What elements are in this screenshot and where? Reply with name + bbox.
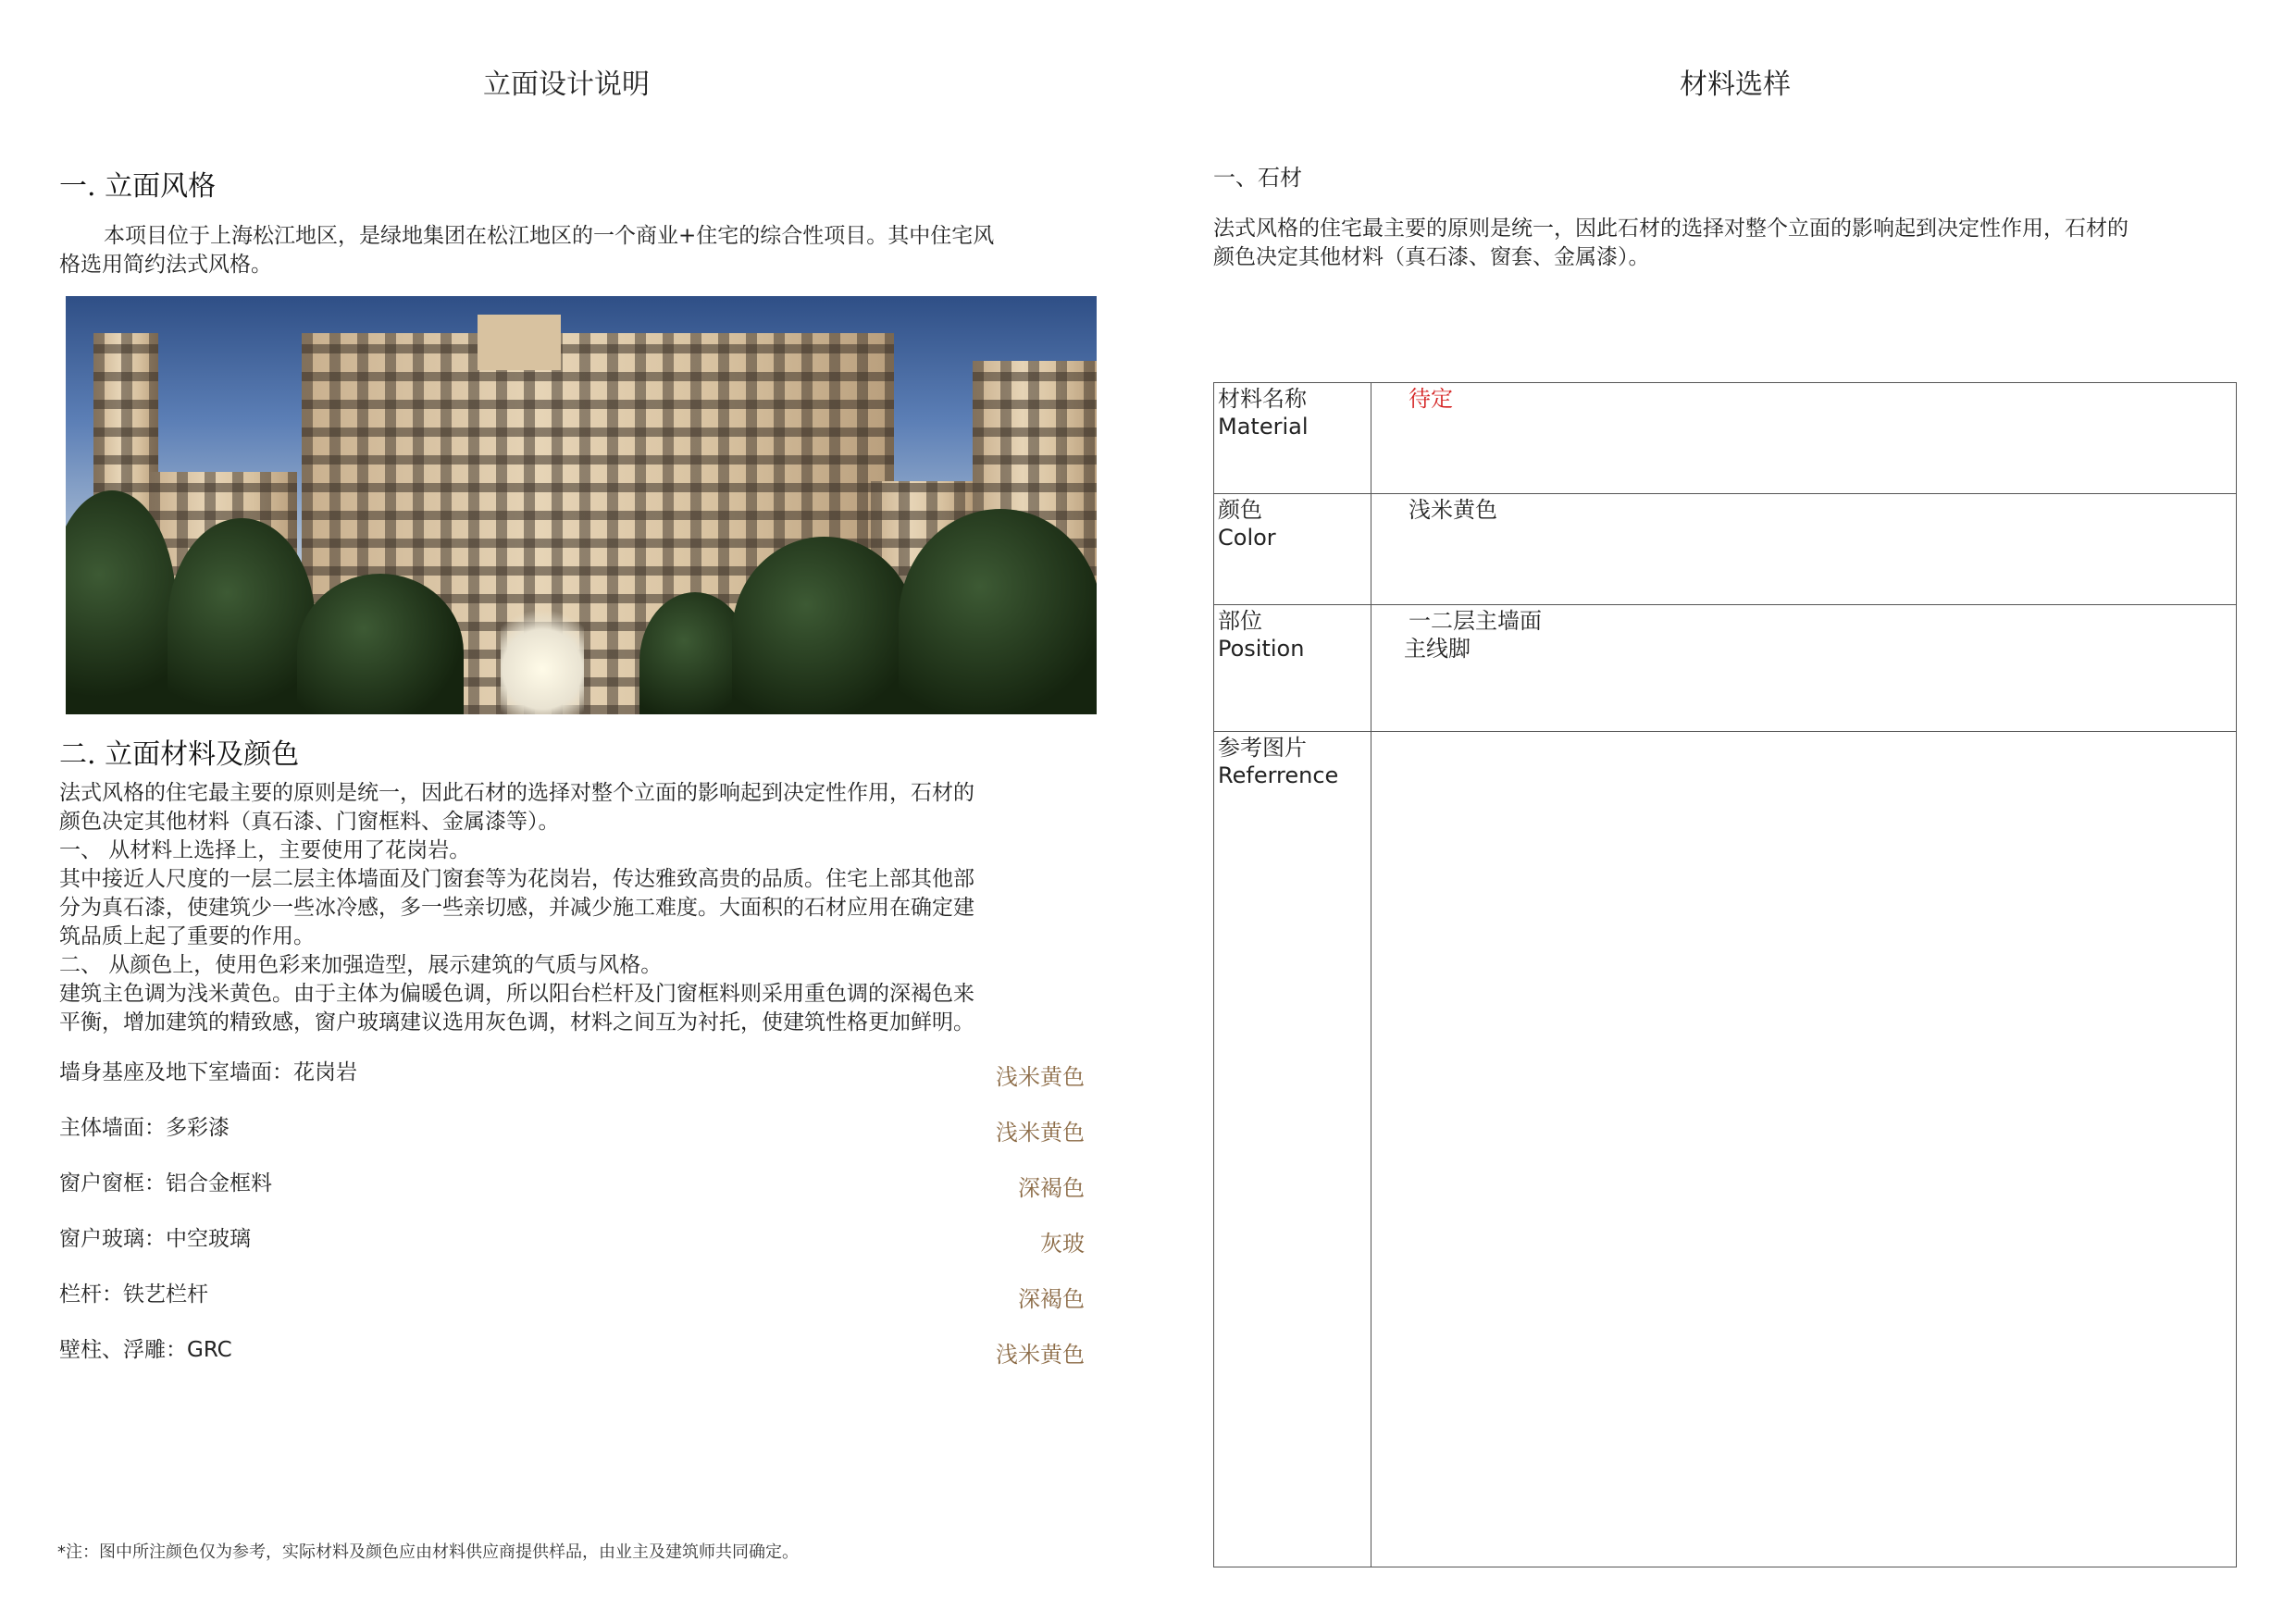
- material-label: [1218, 385, 1309, 440]
- material-row-label: 窗户玻璃：中空玻璃: [59, 1227, 251, 1251]
- material-label-en: Material: [1218, 414, 1309, 440]
- color-label-en: Color: [1218, 525, 1276, 551]
- section2-line: 建筑主色调为浅米黄色。由于主体为偏暖色调，所以阳台栏杆及门窗框料则采用重色调的深褐色来: [59, 982, 974, 1006]
- material-row-color: 深褐色: [1018, 1286, 1085, 1312]
- material-row: [59, 1055, 1085, 1092]
- material-label-cn: 材料名称: [1218, 386, 1307, 412]
- material-row-label: 窗户窗框：铝合金框料: [59, 1171, 272, 1196]
- position-label: [1218, 607, 1304, 663]
- section2-body: [59, 779, 1096, 1037]
- stone-section-heading: 一、石材: [1213, 165, 1302, 191]
- position-label-en: Position: [1218, 636, 1305, 662]
- material-row: [59, 1221, 1085, 1258]
- material-row-label: 墙身基座及地下室墙面：花岗岩: [59, 1060, 357, 1084]
- material-row-color: 浅米黄色: [996, 1064, 1085, 1090]
- section2-line: 分为真石漆，使建筑少一些冰冷感，多一些亲切感，并减少施工难度。大面积的石材应用在确定建: [59, 896, 974, 920]
- section2-line: 筑品质上起了重要的作用。: [59, 924, 315, 948]
- table-row-color: [1214, 494, 2236, 605]
- material-value: 待定: [1409, 386, 1453, 412]
- material-row: [59, 1332, 1085, 1369]
- position-value-line-1: 一二层主墙面: [1409, 608, 1542, 634]
- material-row: [59, 1166, 1085, 1203]
- right-page-title: 材料选样: [1680, 68, 1791, 101]
- section1-line-1: 本项目位于上海松江地区，是绿地集团在松江地区的一个商业+住宅的综合性项目。其中住宅风: [104, 224, 995, 248]
- stone-paragraph-line-1: 法式风格的住宅最主要的原则是统一，因此石材的选择对整个立面的影响起到决定性作用，石材的: [1213, 217, 2128, 241]
- material-row-label: 主体墙面：多彩漆: [59, 1116, 230, 1140]
- left-page-title: 立面设计说明: [483, 68, 650, 101]
- reference-label-cn: 参考图片: [1218, 735, 1307, 761]
- building-rendering-image: [66, 296, 1097, 714]
- material-sample-table: [1213, 382, 2237, 1567]
- color-value: 浅米黄色: [1409, 497, 1497, 523]
- section2-line: 一、 从材料上选择上，主要使用了花岗岩。: [59, 838, 471, 862]
- material-row-color: 深褐色: [1018, 1175, 1085, 1201]
- footnote: *注：图中所注颜色仅为参考，实际材料及颜色应由材料供应商提供样品，由业主及建筑师共同确定。: [57, 1542, 799, 1562]
- material-row-color: 浅米黄色: [996, 1120, 1085, 1146]
- table-row-position: [1214, 605, 2236, 732]
- material-row-label: 栏杆：铁艺栏杆: [59, 1282, 208, 1307]
- material-row-color: 浅米黄色: [996, 1342, 1085, 1368]
- material-row-color: 灰玻: [1040, 1231, 1085, 1257]
- reference-label-en: Referrence: [1218, 762, 1339, 788]
- position-value: [1404, 607, 1542, 663]
- section1-paragraph: [59, 222, 1096, 279]
- color-label-cn: 颜色: [1218, 497, 1262, 523]
- reference-label: [1218, 734, 1338, 789]
- section2-line: 法式风格的住宅最主要的原则是统一，因此石材的选择对整个立面的影响起到决定性作用，石材的: [59, 781, 974, 805]
- color-label: [1218, 496, 1276, 551]
- table-row-reference: [1214, 732, 2236, 1565]
- section2-line: 二、 从颜色上，使用色彩来加强造型，展示建筑的气质与风格。: [59, 953, 663, 977]
- table-row-material: [1214, 383, 2236, 494]
- section2-line: 平衡，增加建筑的精致感，窗户玻璃建议选用灰色调，材料之间互为衬托，使建筑性格更加鲜明。: [59, 1010, 974, 1035]
- section1-heading: 一. 立面风格: [59, 170, 217, 203]
- position-label-cn: 部位: [1218, 608, 1262, 634]
- section2-line: 颜色决定其他材料（真石漆、门窗框料、金属漆等）。: [59, 810, 560, 834]
- position-value-line-2: 主线脚: [1404, 636, 1471, 662]
- section2-heading: 二. 立面材料及颜色: [59, 738, 300, 771]
- material-row: [59, 1277, 1085, 1314]
- section1-line-2: 格选用简约法式风格。: [59, 253, 272, 277]
- stone-paragraph: [1213, 215, 2277, 272]
- section2-line: 其中接近人尺度的一层二层主体墙面及门窗套等为花岗岩，传达雅致高贵的品质。住宅上部其他部: [59, 867, 974, 891]
- material-row-label: 壁柱、浮雕：GRC: [59, 1338, 232, 1362]
- stone-paragraph-line-2: 颜色决定其他材料（真石漆、窗套、金属漆）。: [1213, 245, 1650, 269]
- material-row: [59, 1110, 1085, 1147]
